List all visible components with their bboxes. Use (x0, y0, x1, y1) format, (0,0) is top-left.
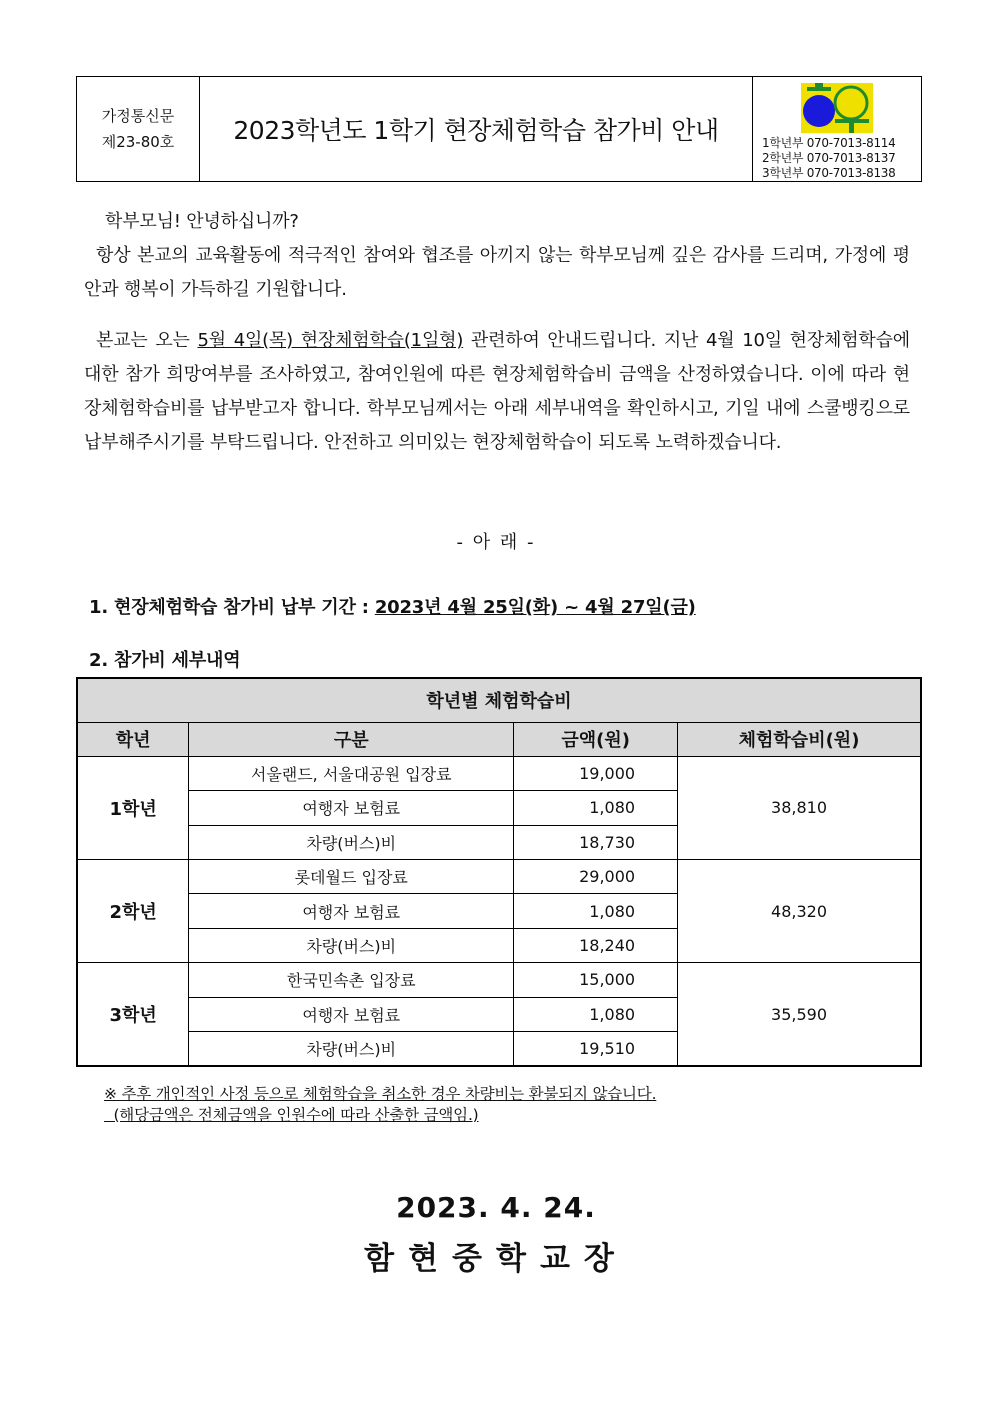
section-2-label: 2. 참가비 세부내역 (89, 650, 241, 671)
item-cell: 여행자 보험료 (189, 791, 514, 825)
amount-cell: 18,730 (514, 825, 678, 859)
doc-info-cell (77, 77, 200, 181)
col-header-amount: 금액(원) (514, 722, 678, 756)
amount-cell: 1,080 (514, 894, 678, 928)
doc-number: 제23-80호 (101, 133, 175, 151)
issue-date: 2023. 4. 24. (396, 1191, 596, 1224)
amount-cell: 1,080 (514, 791, 678, 825)
section-1-label: 1. 현장체험학습 참가비 납부 기간 : (89, 597, 375, 618)
page-title: 2023학년도 1학기 현장체험학습 참가비 안내 (233, 116, 719, 145)
table-row (77, 860, 921, 894)
total-cell: 38,810 (678, 756, 921, 859)
total-cell: 48,320 (678, 860, 921, 963)
doc-type: 가정통신문 (101, 107, 175, 125)
grade-cell: 2학년 (77, 860, 189, 963)
contact-cell (752, 77, 921, 181)
total-cell: 35,590 (678, 963, 921, 1066)
fee-table (76, 677, 922, 1067)
col-header-item: 구분 (189, 722, 514, 756)
paragraph-2-intro: 본교는 오는 (96, 330, 198, 351)
item-cell: 여행자 보험료 (189, 894, 514, 928)
amount-cell: 1,080 (514, 997, 678, 1031)
phone-grade2: 2학년부 070-7013-8137 (762, 151, 896, 165)
principal-signature: 함현중학교장 (364, 1241, 628, 1277)
col-header-grade: 학년 (77, 722, 189, 756)
paragraph-1: 항상 본교의 교육활동에 적극적인 참여와 협조를 아끼지 않는 학부모님께 깊은 감사를 드리며, 가정에 평안과 행복이 가득하길 기원합니다. (84, 245, 910, 300)
table-row (77, 963, 921, 997)
item-cell: 서울랜드, 서울대공원 입장료 (189, 756, 514, 790)
item-cell: 차량(버스)비 (189, 928, 514, 962)
table-caption-row (77, 678, 921, 722)
refund-note-line1: ※ 추후 개인적인 사정 등으로 체험학습을 취소한 경우 차량비는 환불되지 않습니다. (104, 1085, 657, 1103)
phone-grade1: 1학년부 070-7013-8114 (762, 136, 896, 150)
notice-divider: - 아 래 - (456, 532, 536, 553)
section-1 (89, 593, 696, 619)
item-cell: 롯데월드 입장료 (189, 860, 514, 894)
item-cell: 한국민속촌 입장료 (189, 963, 514, 997)
refund-note (104, 1084, 656, 1126)
greeting: 학부모님! 안녕하십니까? (105, 211, 299, 232)
table-header-row (77, 722, 921, 756)
amount-cell: 29,000 (514, 860, 678, 894)
phone-grade3: 3학년부 070-7013-8138 (762, 166, 896, 180)
payment-period: 2023년 4월 25일(화) ~ 4월 27일(금) (374, 597, 696, 618)
table-row (77, 756, 921, 790)
grade-cell: 3학년 (77, 963, 189, 1066)
amount-cell: 19,510 (514, 1032, 678, 1066)
phone-list (762, 136, 895, 181)
col-header-total: 체험학습비(원) (678, 722, 921, 756)
amount-cell: 18,240 (514, 928, 678, 962)
document-header (76, 76, 922, 182)
event-date: 5월 4일(목) 현장체험학습(1일형) (197, 330, 464, 351)
table-caption: 학년별 체험학습비 (77, 678, 921, 722)
item-cell: 차량(버스)비 (189, 825, 514, 859)
refund-note-line2: (해당금액은 전체금액을 인원수에 따라 산출한 금액임.) (104, 1106, 479, 1124)
amount-cell: 15,000 (514, 963, 678, 997)
item-cell: 차량(버스)비 (189, 1032, 514, 1066)
paragraph-2-body: 관련하여 안내드립니다. 지난 4월 10일 현장체험학습에 대한 참가 희망여부를 조사하였고, 참여인원에 따른 현장체험학습비 금액을 산정하였습니다. 이에 따라 현장체험학습비를 납부받고자 합니다. 학부모님께서는 아래 세부내역을 확인하시고, 기일 내에 스쿨뱅킹으로 납부해주시기를 부탁드립니다. 안전하고 의미있는 현장체험학습이 되도록 노력하겠습니다. (84, 330, 910, 453)
item-cell: 여행자 보험료 (189, 997, 514, 1031)
school-logo-icon (799, 81, 875, 135)
amount-cell: 19,000 (514, 756, 678, 790)
paragraph-2 (84, 324, 910, 460)
grade-cell: 1학년 (77, 756, 189, 859)
